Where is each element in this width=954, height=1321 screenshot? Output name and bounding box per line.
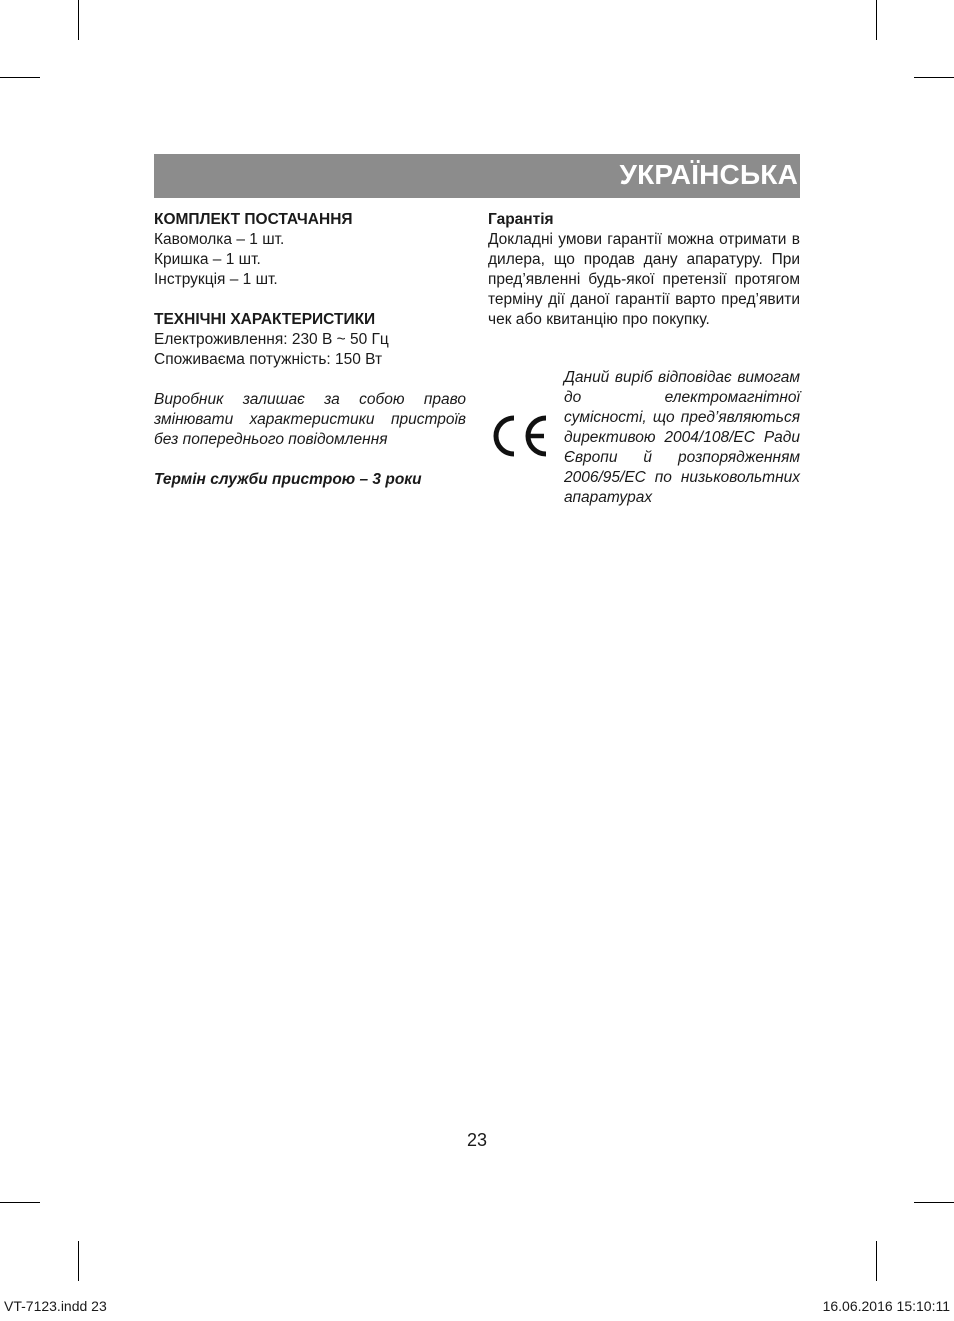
package-item: Кавомолка – 1 шт. bbox=[154, 231, 285, 248]
print-file-info: VT-7123.indd 23 bbox=[4, 1298, 107, 1314]
warranty-text: Докладні умови гарантії можна отримати в дилера, що продав дану апаратуру. При пред’явленні будь-якої претензії протягом терміну дії даної гарантії варто пред’явити чек або квитанцію про покупку. bbox=[488, 231, 800, 328]
language-title: УКРАЇНСЬКА bbox=[619, 159, 798, 190]
warranty-heading: Гарантія bbox=[488, 211, 554, 228]
crop-mark bbox=[876, 0, 877, 40]
ce-conformity-text: Даний виріб відповідає вимогам до електромагнітної сумісності, що пред’являються директивою 2004/108/ЕС Ради Європи й розпорядженням 2006/95/ЕС по низьковольтних апаратурах bbox=[564, 369, 800, 506]
crop-mark bbox=[78, 1241, 79, 1281]
service-life: Термін служби пристрою – 3 роки bbox=[154, 471, 422, 488]
spec-item: Електроживлення: 230 В ~ 50 Гц bbox=[154, 331, 389, 348]
package-item: Інструкція – 1 шт. bbox=[154, 271, 278, 288]
right-column bbox=[488, 210, 800, 330]
crop-mark bbox=[0, 77, 40, 78]
page-number: 23 bbox=[466, 1130, 488, 1150]
crop-mark bbox=[914, 77, 954, 78]
ce-conformity-block bbox=[488, 368, 800, 506]
package-item: Кришка – 1 шт. bbox=[154, 251, 261, 268]
manufacturer-note: Виробник залишає за собою право змінювати характеристики пристроїв без попереднього повідомлення bbox=[154, 391, 466, 448]
spec-item: Споживаєма потужність: 150 Вт bbox=[154, 351, 383, 368]
left-column bbox=[154, 210, 466, 490]
crop-mark bbox=[78, 0, 79, 40]
crop-mark bbox=[876, 1241, 877, 1281]
crop-mark bbox=[0, 1202, 40, 1203]
print-timestamp: 16.06.2016 15:10:11 bbox=[822, 1298, 950, 1314]
language-banner bbox=[154, 154, 800, 198]
ce-mark-icon bbox=[488, 414, 550, 458]
package-heading: КОМПЛЕКТ ПОСТАЧАННЯ bbox=[154, 211, 353, 228]
crop-mark bbox=[914, 1202, 954, 1203]
specs-heading: ТЕХНІЧНІ ХАРАКТЕРИСТИКИ bbox=[154, 311, 376, 328]
